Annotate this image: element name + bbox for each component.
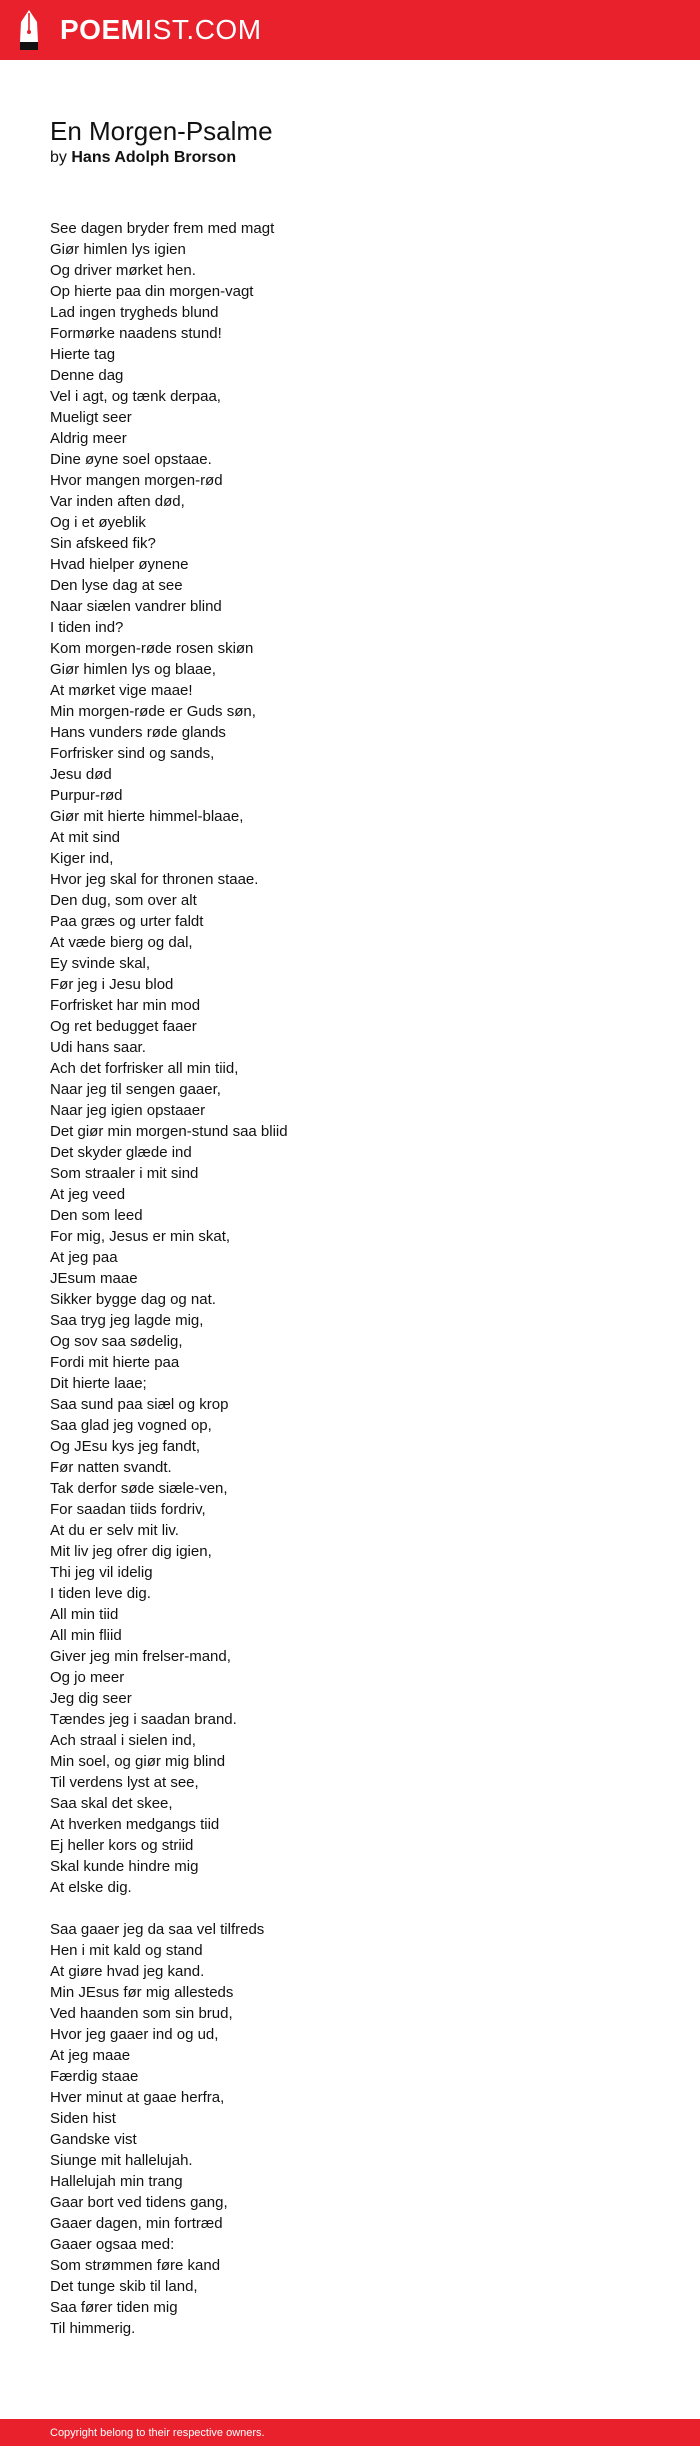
poem-line: I tiden ind? xyxy=(50,619,124,636)
poem-line: Til verdens lyst at see, xyxy=(50,1774,199,1791)
poem-line: Giver jeg min frelser-mand, xyxy=(50,1648,231,1665)
poem-line: Mueligt seer xyxy=(50,409,132,426)
logo-light-text: IST.COM xyxy=(144,14,262,45)
poem-line: At du er selv mit liv. xyxy=(50,1522,179,1539)
poem-line: Det skyder glæde ind xyxy=(50,1144,192,1161)
poem-line: All min fliid xyxy=(50,1627,122,1644)
poem-line: Dit hierte laae; xyxy=(50,1375,147,1392)
poem-line: Gandske vist xyxy=(50,2131,137,2148)
poem-line: For mig, Jesus er min skat, xyxy=(50,1228,231,1245)
author-name: Hans Adolph Brorson xyxy=(71,149,237,166)
poem-line: Min JEsus før mig allesteds xyxy=(50,1984,234,2001)
poem-line: Ved haanden som sin brud, xyxy=(50,2005,233,2022)
poem-line: Naar jeg igien opstaaer xyxy=(50,1102,206,1119)
poem-line: Hen i mit kald og stand xyxy=(50,1942,203,1959)
poem-line: Til himmerig. xyxy=(50,2320,136,2337)
site-footer xyxy=(0,2419,700,2446)
poem-line: At mørket vige maae! xyxy=(50,682,193,699)
poem-line: At elske dig. xyxy=(50,1879,132,1896)
poem-line: For saadan tiids fordriv, xyxy=(50,1501,206,1518)
poem-line: I tiden leve dig. xyxy=(50,1585,151,1602)
poem-line: Og JEsu kys jeg fandt, xyxy=(50,1438,201,1455)
poem-line: Kiger ind, xyxy=(50,850,114,867)
poem-line: Sikker bygge dag og nat. xyxy=(50,1291,216,1308)
poem-line: Skal kunde hindre mig xyxy=(50,1858,199,1875)
poem-line: Lad ingen trygheds blund xyxy=(50,304,219,321)
poem-line: Det giør min morgen-stund saa bliid xyxy=(50,1123,288,1140)
poem-line: Forfrisker sind og sands, xyxy=(50,745,215,762)
poem-line: Saa skal det skee, xyxy=(50,1795,173,1812)
poem-line: Ach det forfrisker all min tiid, xyxy=(50,1060,239,1077)
poem-line: Færdig staae xyxy=(50,2068,139,2085)
poem-line: At mit sind xyxy=(50,829,121,846)
poem-line: Og ret bedugget faaer xyxy=(50,1018,197,1035)
poem-line: Aldrig meer xyxy=(50,430,127,447)
poem-line: Saa sund paa siæl og krop xyxy=(50,1396,229,1413)
poem-line: Gaar bort ved tidens gang, xyxy=(50,2194,228,2211)
poem-line: Giør himlen lys igien xyxy=(50,241,186,258)
poem-title: En Morgen-Psalme xyxy=(50,116,273,146)
poem-line: Den som leed xyxy=(50,1207,143,1224)
poem-line: Min soel, og giør mig blind xyxy=(50,1753,226,1770)
poem-line: Ach straal i sielen ind, xyxy=(50,1732,196,1749)
poem-line: Og driver mørket hen. xyxy=(50,262,196,279)
poem-line: Hvad hielper øynene xyxy=(50,556,189,573)
poem-line: Hierte tag xyxy=(50,346,116,363)
poem-line: Purpur-rød xyxy=(50,787,123,804)
poem-line: Giør mit hierte himmel-blaae, xyxy=(50,808,244,825)
pen-nib-icon[interactable] xyxy=(17,9,41,51)
poem-line: Fordi mit hierte paa xyxy=(50,1354,180,1371)
by-label: by xyxy=(50,149,67,166)
poem-line: Naar siælen vandrer blind xyxy=(50,598,222,615)
poem-line: Ej heller kors og striid xyxy=(50,1837,194,1854)
poem-line: At væde bierg og dal, xyxy=(50,934,193,951)
poem-line: Forfrisket har min mod xyxy=(50,997,201,1014)
site-logo[interactable] xyxy=(60,14,262,46)
poem-line: Op hierte paa din morgen-vagt xyxy=(50,283,254,300)
poem-line: Hver minut at gaae herfra, xyxy=(50,2089,225,2106)
poem-line: Før natten svandt. xyxy=(50,1459,172,1476)
poem-line: Hvor jeg skal for thronen staae. xyxy=(50,871,259,888)
poem-line: Hallelujah min trang xyxy=(50,2173,183,2190)
poem-line: Før jeg i Jesu blod xyxy=(50,976,174,993)
poem-line: At giøre hvad jeg kand. xyxy=(50,1963,205,1980)
poem-line: Saa glad jeg vogned op, xyxy=(50,1417,212,1434)
poem-line: Den lyse dag at see xyxy=(50,577,183,594)
poem-line: Giør himlen lys og blaae, xyxy=(50,661,216,678)
poem-body xyxy=(50,218,650,2339)
poem-line: All min tiid xyxy=(50,1606,119,1623)
poem-line: Saa fører tiden mig xyxy=(50,2299,178,2316)
poem-line: Jeg dig seer xyxy=(50,1690,132,1707)
poem-line: Siden hist xyxy=(50,2110,116,2127)
poem-line: Jesu død xyxy=(50,766,112,783)
poem-line: Tændes jeg i saadan brand. xyxy=(50,1711,237,1728)
site-header xyxy=(0,0,700,60)
stanza-break xyxy=(50,1898,650,1919)
poem-line: Siunge mit hallelujah. xyxy=(50,2152,193,2169)
poem-line: JEsum maae xyxy=(50,1270,138,1287)
poem-line: Mit liv jeg ofrer dig igien, xyxy=(50,1543,212,1560)
poem-line: At hverken medgangs tiid xyxy=(50,1816,220,1833)
poem-line: Det tunge skib til land, xyxy=(50,2278,198,2295)
poem-line: Og jo meer xyxy=(50,1669,125,1686)
poem-line: Hvor mangen morgen-rød xyxy=(50,472,223,489)
poem-line: At jeg maae xyxy=(50,2047,131,2064)
poem-line: At jeg paa xyxy=(50,1249,118,1266)
copyright-notice: Copyright belong to their respective owners. xyxy=(50,2427,265,2439)
poem-line: Var inden aften død, xyxy=(50,493,185,510)
poem-line: Hvor jeg gaaer ind og ud, xyxy=(50,2026,219,2043)
poem-line: Den dug, som over alt xyxy=(50,892,197,909)
poem-line: Gaaer ogsaa med: xyxy=(50,2236,175,2253)
poem-line: Tak derfor søde siæle-ven, xyxy=(50,1480,228,1497)
poem-line: Og i et øyeblik xyxy=(50,514,146,531)
poem-line: Sin afskeed fik? xyxy=(50,535,156,552)
poem-line: Som strømmen føre kand xyxy=(50,2257,221,2274)
poem-line: Udi hans saar. xyxy=(50,1039,146,1056)
poem-line: Formørke naadens stund! xyxy=(50,325,222,342)
poem-line: Thi jeg vil idelig xyxy=(50,1564,153,1581)
poem-line: Dine øyne soel opstaae. xyxy=(50,451,212,468)
poem-line: Kom morgen-røde rosen skiøn xyxy=(50,640,254,657)
poem-line: At jeg veed xyxy=(50,1186,126,1203)
poem-line: Saa tryg jeg lagde mig, xyxy=(50,1312,204,1329)
poem-line: Naar jeg til sengen gaaer, xyxy=(50,1081,221,1098)
poem-line: Som straaler i mit sind xyxy=(50,1165,199,1182)
poem-line: Og sov saa sødelig, xyxy=(50,1333,183,1350)
poem-line: Vel i agt, og tænk derpaa, xyxy=(50,388,221,405)
poem-line: Gaaer dagen, min fortræd xyxy=(50,2215,223,2232)
poem-line: See dagen bryder frem med magt xyxy=(50,220,275,237)
poem-line: Hans vunders røde glands xyxy=(50,724,226,741)
poem-line: Min morgen-røde er Guds søn, xyxy=(50,703,256,720)
logo-bold-text: POEM xyxy=(60,14,145,45)
poem-line: Paa græs og urter faldt xyxy=(50,913,204,930)
byline xyxy=(50,148,236,168)
poem-line: Saa gaaer jeg da saa vel tilfreds xyxy=(50,1921,265,1938)
poem-line: Denne dag xyxy=(50,367,124,384)
poem-line: Ey svinde skal, xyxy=(50,955,151,972)
